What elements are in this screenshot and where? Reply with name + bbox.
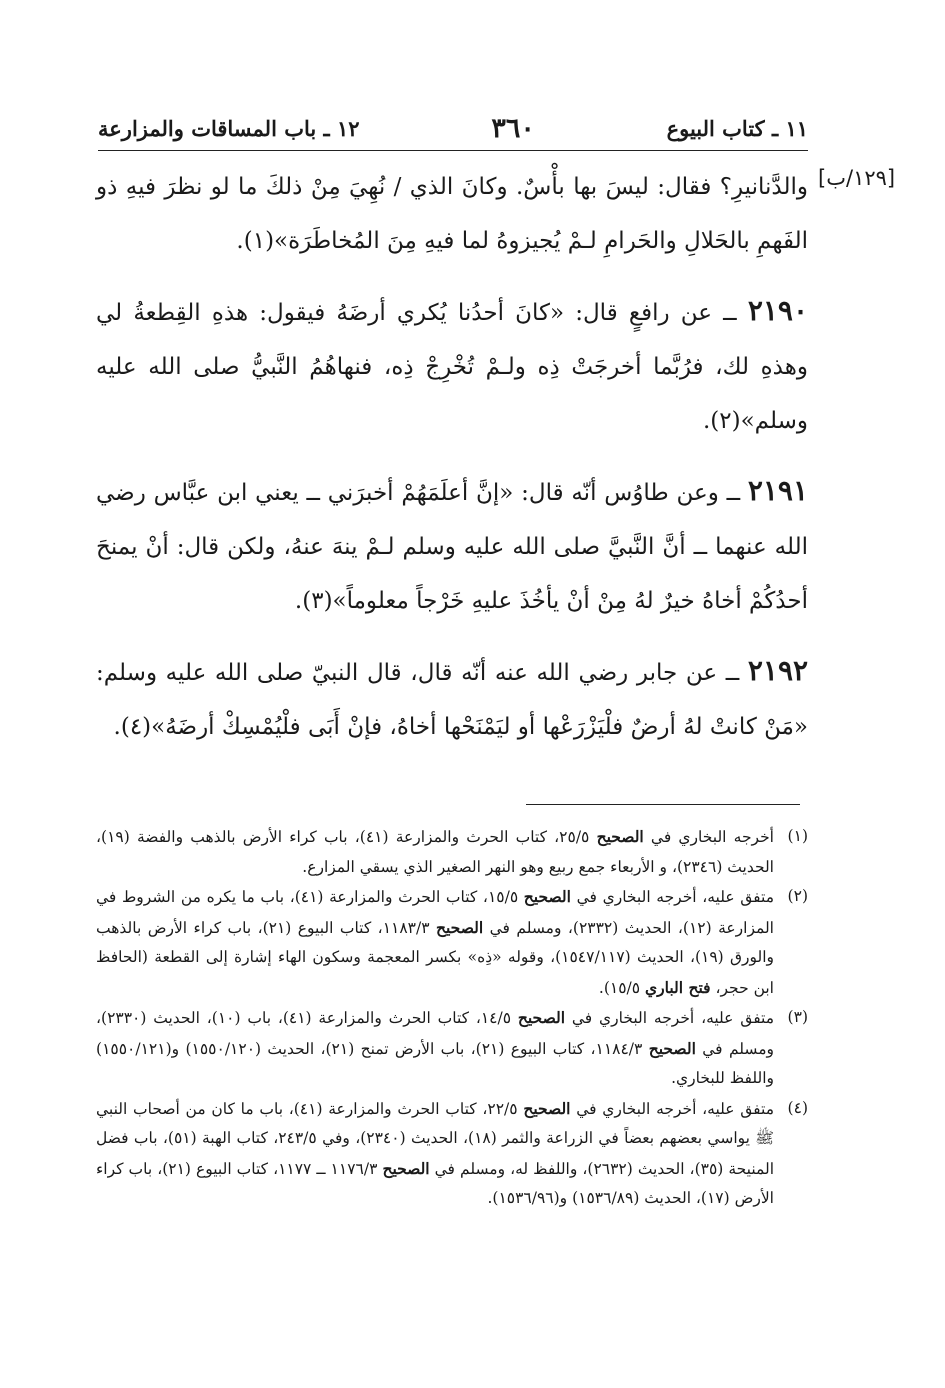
footnote-2 xyxy=(96,882,808,1003)
hadith-text: ــ وعن طاوُس أنّه قال: «إنَّ أعلَمَهُمْ أخبرَني ــ يعني ابن عبَّاس رضي الله عنهما ــ أنَّ النَّبيَّ صلى الله عليه وسلم لـمْ ينهَ عنهُ، ولكن قال: أنْ يمنحَ أحدُكُمْ أخاهُ خيرٌ لهُ مِنْ أنْ يأخُذَ عليهِ خَرْجاً معلوماً»(٣). xyxy=(96,480,808,614)
footnote-text-part: ١١٨٣/٣، كتاب البيوع (٢١)، باب كراء الأرض بالذهب والورق (١٩)، الحديث (١٥٤٧/١١٧)، وقوله «ذِه» بكسر المعجمة وسكون الهاء إشارة إلى القطعة (الحافظ ابن حجر، xyxy=(96,918,775,997)
page-number: ٣٦٠ xyxy=(491,112,535,144)
book-title: الصحيح xyxy=(523,1098,571,1118)
hadith-text: ــ عن جابر رضي الله عنه أنّه قال، قال النبيّ صلى الله عليه وسلم: «مَنْ كانتْ لهُ أرضٌ فلْيَزْرَعْها أو ليَمْنَحْها أخاهُ، فإنْ أَبَى فلْيُمْسِكْ أرضَهُ»(٤). xyxy=(96,660,808,740)
book-title: الصحيح xyxy=(436,917,484,937)
footnote-text-part: ١٥/٥). xyxy=(598,978,646,997)
footnote-text xyxy=(96,1094,774,1214)
book-title: الصحيح xyxy=(517,1008,566,1027)
footnote-text-part: متفق عليه، أخرجه البخاري في xyxy=(570,1099,775,1118)
hadith-2191 xyxy=(96,464,808,628)
footnotes xyxy=(96,822,808,1214)
manuscript-folio-note: [١٢٩/ب] xyxy=(818,166,896,190)
hadith-2190 xyxy=(96,284,808,448)
footnote-number: (٢) xyxy=(787,887,808,905)
footnote-number: (٣) xyxy=(787,1008,808,1026)
book-title: الصحيح xyxy=(596,827,644,846)
hadith-text: ــ عن رافعٍ قال: «كانَ أحدُنا يُكري أرضَهُ فيقول: هذهِ القِطعةُ لي وهذهِ لك، فرُبَّما أخرجَتْ ذِه ولـمْ تُخْرِجْ ذِه، فنهاهُمُ النَّبيُّ صلى الله عليه وسلم»(٢). xyxy=(96,300,808,434)
footnote-text-part: أخرجه البخاري في xyxy=(643,828,774,846)
header-divider xyxy=(98,150,808,151)
footnote-number: (١) xyxy=(787,827,808,845)
main-text xyxy=(96,160,808,754)
footnote-text xyxy=(96,822,774,882)
footnote-3 xyxy=(96,1003,808,1094)
footnote-text-part: ١٤/٥، كتاب الحرث والمزارعة (٤١)، باب (١٠)، الحديث (٢٣٣٠)، ومسلم في xyxy=(96,1009,775,1058)
hadith-2192 xyxy=(96,644,808,754)
footnote-text-part: متفق عليه، أخرجه البخاري في xyxy=(565,1009,775,1027)
footnote-text-part: ١١٧٦/٣ ــ ١١٧٧، كتاب البيوع (٢١)، باب كراء الأرض (١٧)، الحديث (١٥٣٦/٨٩) و(١٥٣٦/٩٦). xyxy=(96,1159,774,1207)
footnote-number: (٤) xyxy=(787,1098,808,1117)
hadith-number: ٢١٩٠ xyxy=(747,294,808,327)
header-book-title: ١١ ـ كتاب البيوع xyxy=(666,115,808,141)
footnote-separator xyxy=(526,804,800,805)
book-title: الصحيح xyxy=(648,1038,696,1058)
hadith-number: ٢١٩١ xyxy=(747,474,808,507)
footnote-4 xyxy=(96,1094,808,1214)
hadith-number: ٢١٩٢ xyxy=(747,654,809,687)
footnote-text xyxy=(96,882,774,1003)
footnote-text-part: ١١٨٤/٣، كتاب البيوع (٢١)، باب الأرض تمنح (٢١)، الحديث (١٥٥٠/١٢٠) و(١٥٥٠/١٢١) واللفظ للبخاري. xyxy=(96,1039,774,1087)
running-header xyxy=(98,110,808,146)
footnote-text-part: متفق عليه، أخرجه البخاري في xyxy=(570,888,774,906)
footnote-text xyxy=(96,1003,774,1094)
paragraph-text: والدَّنانيرِ؟ فقال: ليسَ بها بأْسٌ. وكانَ الذي / نُهِيَ مِنْ ذلكَ ما لو نظرَ فيهِ ذو الفَهمِ بالحَلالِ والحَرامِ لـمْ يُجيزوهُ لما فيهِ مِنَ المُخاطَرَة»(١). xyxy=(96,174,808,254)
footnote-1 xyxy=(96,822,808,882)
book-title: الصحيح xyxy=(382,1158,430,1178)
paragraph-continuation xyxy=(96,160,808,268)
footnote-text-part: ٢٢/٥، كتاب الحرث والمزارعة (٤١)، باب ما كان من أصحاب النبي ﷺ يواسي بعضهم بعضاً في الزراعة والثمر (١٨)، الحديث (٢٣٤٠)، وفي ٢٤٣/٥، كتاب الهبة (٥١)، باب فضل المنيحة (٣٥)، الحديث (٢٦٣٢)، واللفظ له، ومسلم في xyxy=(96,1099,775,1178)
book-title: الصحيح xyxy=(523,887,571,906)
book-title: فتح الباري xyxy=(645,977,711,997)
footnote-text-part: ٢٥/٥، كتاب الحرث والمزارعة (٤١)، باب كراء الأرض بالذهب والفضة (١٩)، الحديث (٢٣٤٦)، و الأربعاء جمع ربيع وهو النهر الصغير الذي يسقي المزارع. xyxy=(96,828,774,876)
header-chapter-title: ١٢ ـ باب المساقات والمزارعة xyxy=(98,115,360,141)
footnote-text-part: ١٥/٥، كتاب الحرث والمزارعة (٤١)، باب ما يكره من الشروط في المزارعة (١٢)، الحديث (٢٣٣٢)، ومسلم في xyxy=(96,888,774,937)
